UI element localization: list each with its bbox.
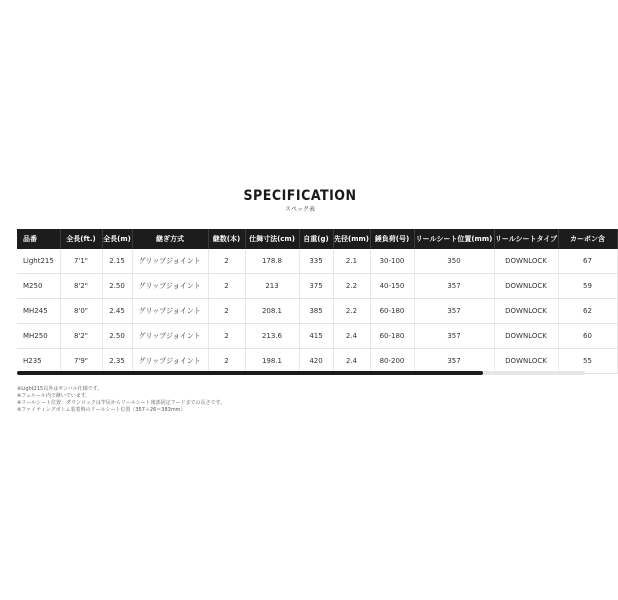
page-subtitle: スペック表 (284, 206, 315, 213)
cell-weight: 420 (299, 349, 333, 374)
table-row (17, 249, 617, 274)
note-ferrule: ※フェルール内で継いでいます。 (17, 393, 91, 399)
cell-length-m: 2.45 (102, 299, 132, 324)
cell-reel-seat-position: 357 (414, 349, 494, 374)
horizontal-scrollbar[interactable] (17, 371, 585, 375)
note-reel-seat-position: ※リールシート位置：ダウンロックは竿尻からリールシート後部固定フードまでの長さです。 (17, 400, 226, 406)
spec-notes (17, 386, 577, 414)
cell-product-code: M250 (17, 274, 60, 299)
cell-length-ft: 7'1" (60, 249, 102, 274)
page-title: SPECIFICATION (243, 188, 357, 204)
cell-length-m: 2.50 (102, 324, 132, 349)
cell-carbon-content: 62 (558, 299, 617, 324)
cell-pieces: 2 (208, 324, 245, 349)
cell-sinker-load: 30-100 (370, 249, 414, 274)
cell-length-m: 2.15 (102, 249, 132, 274)
cell-length-ft: 7'9" (60, 349, 102, 374)
note-gimbal: ※Light215以外はギンバル仕様です。 (17, 386, 103, 392)
column-header-sinker-load: 錘負荷(号) (370, 229, 414, 249)
cell-carbon-content: 67 (558, 249, 617, 274)
cell-reel-seat-type: DOWNLOCK (494, 349, 558, 374)
cell-sinker-load: 60-180 (370, 324, 414, 349)
cell-carbon-content: 55 (558, 349, 617, 374)
cell-length-ft: 8'2" (60, 324, 102, 349)
cell-pieces: 2 (208, 299, 245, 324)
cell-product-code: H235 (17, 349, 60, 374)
cell-closed-length: 198.1 (245, 349, 299, 374)
cell-reel-seat-type: DOWNLOCK (494, 249, 558, 274)
cell-weight: 375 (299, 274, 333, 299)
cell-length-m: 2.35 (102, 349, 132, 374)
cell-product-code: MH250 (17, 324, 60, 349)
scrollbar-thumb[interactable] (17, 371, 483, 375)
column-header-reel-seat-type: リールシートタイプ (494, 229, 558, 249)
cell-joint-type: グリップジョイント (132, 274, 208, 299)
cell-product-code: Light215 (17, 249, 60, 274)
cell-closed-length: 208.1 (245, 299, 299, 324)
cell-reel-seat-position: 357 (414, 274, 494, 299)
cell-reel-seat-type: DOWNLOCK (494, 274, 558, 299)
table-row (17, 349, 617, 374)
table-row (17, 324, 617, 349)
cell-reel-seat-position: 357 (414, 299, 494, 324)
spec-table-scroll-area[interactable] (17, 229, 605, 373)
cell-tip-diameter: 2.2 (333, 299, 370, 324)
cell-closed-length: 178.8 (245, 249, 299, 274)
cell-closed-length: 213.6 (245, 324, 299, 349)
cell-sinker-load: 40-150 (370, 274, 414, 299)
column-header-reel-seat-position: リールシート位置(mm) (414, 229, 494, 249)
cell-tip-diameter: 2.4 (333, 324, 370, 349)
cell-length-m: 2.50 (102, 274, 132, 299)
table-header-row (17, 229, 617, 249)
cell-weight: 385 (299, 299, 333, 324)
cell-sinker-load: 80-200 (370, 349, 414, 374)
column-header-closed-length: 仕舞寸法(cm) (245, 229, 299, 249)
cell-tip-diameter: 2.1 (333, 249, 370, 274)
cell-pieces: 2 (208, 349, 245, 374)
note-fighting-bottom: ※ファイティングボトム装着時のリールシート位置（357＋26＝383mm） (17, 407, 186, 413)
column-header-carbon-content: カーボン含 (558, 229, 617, 249)
cell-pieces: 2 (208, 274, 245, 299)
cell-reel-seat-position: 357 (414, 324, 494, 349)
cell-reel-seat-type: DOWNLOCK (494, 324, 558, 349)
cell-pieces: 2 (208, 249, 245, 274)
column-header-length-m: 全長(m) (102, 229, 132, 249)
cell-length-ft: 8'0" (60, 299, 102, 324)
column-header-weight: 自重(g) (299, 229, 333, 249)
cell-reel-seat-position: 350 (414, 249, 494, 274)
cell-joint-type: グリップジョイント (132, 324, 208, 349)
cell-reel-seat-type: DOWNLOCK (494, 299, 558, 324)
cell-length-ft: 8'2" (60, 274, 102, 299)
cell-joint-type: グリップジョイント (132, 249, 208, 274)
column-header-length-ft: 全長(ft.) (60, 229, 102, 249)
cell-weight: 415 (299, 324, 333, 349)
cell-product-code: MH245 (17, 299, 60, 324)
cell-joint-type: グリップジョイント (132, 349, 208, 374)
cell-weight: 335 (299, 249, 333, 274)
spec-table (17, 229, 618, 374)
table-row (17, 299, 617, 324)
column-header-tip-diameter: 先径(mm) (333, 229, 370, 249)
cell-carbon-content: 59 (558, 274, 617, 299)
column-header-pieces: 継数(本) (208, 229, 245, 249)
cell-tip-diameter: 2.4 (333, 349, 370, 374)
cell-sinker-load: 60-180 (370, 299, 414, 324)
table-row (17, 274, 617, 299)
cell-tip-diameter: 2.2 (333, 274, 370, 299)
column-header-product-code: 品番 (17, 229, 60, 249)
cell-closed-length: 213 (245, 274, 299, 299)
column-header-joint-type: 継ぎ方式 (132, 229, 208, 249)
cell-carbon-content: 60 (558, 324, 617, 349)
cell-joint-type: グリップジョイント (132, 299, 208, 324)
spec-heading (0, 188, 600, 214)
